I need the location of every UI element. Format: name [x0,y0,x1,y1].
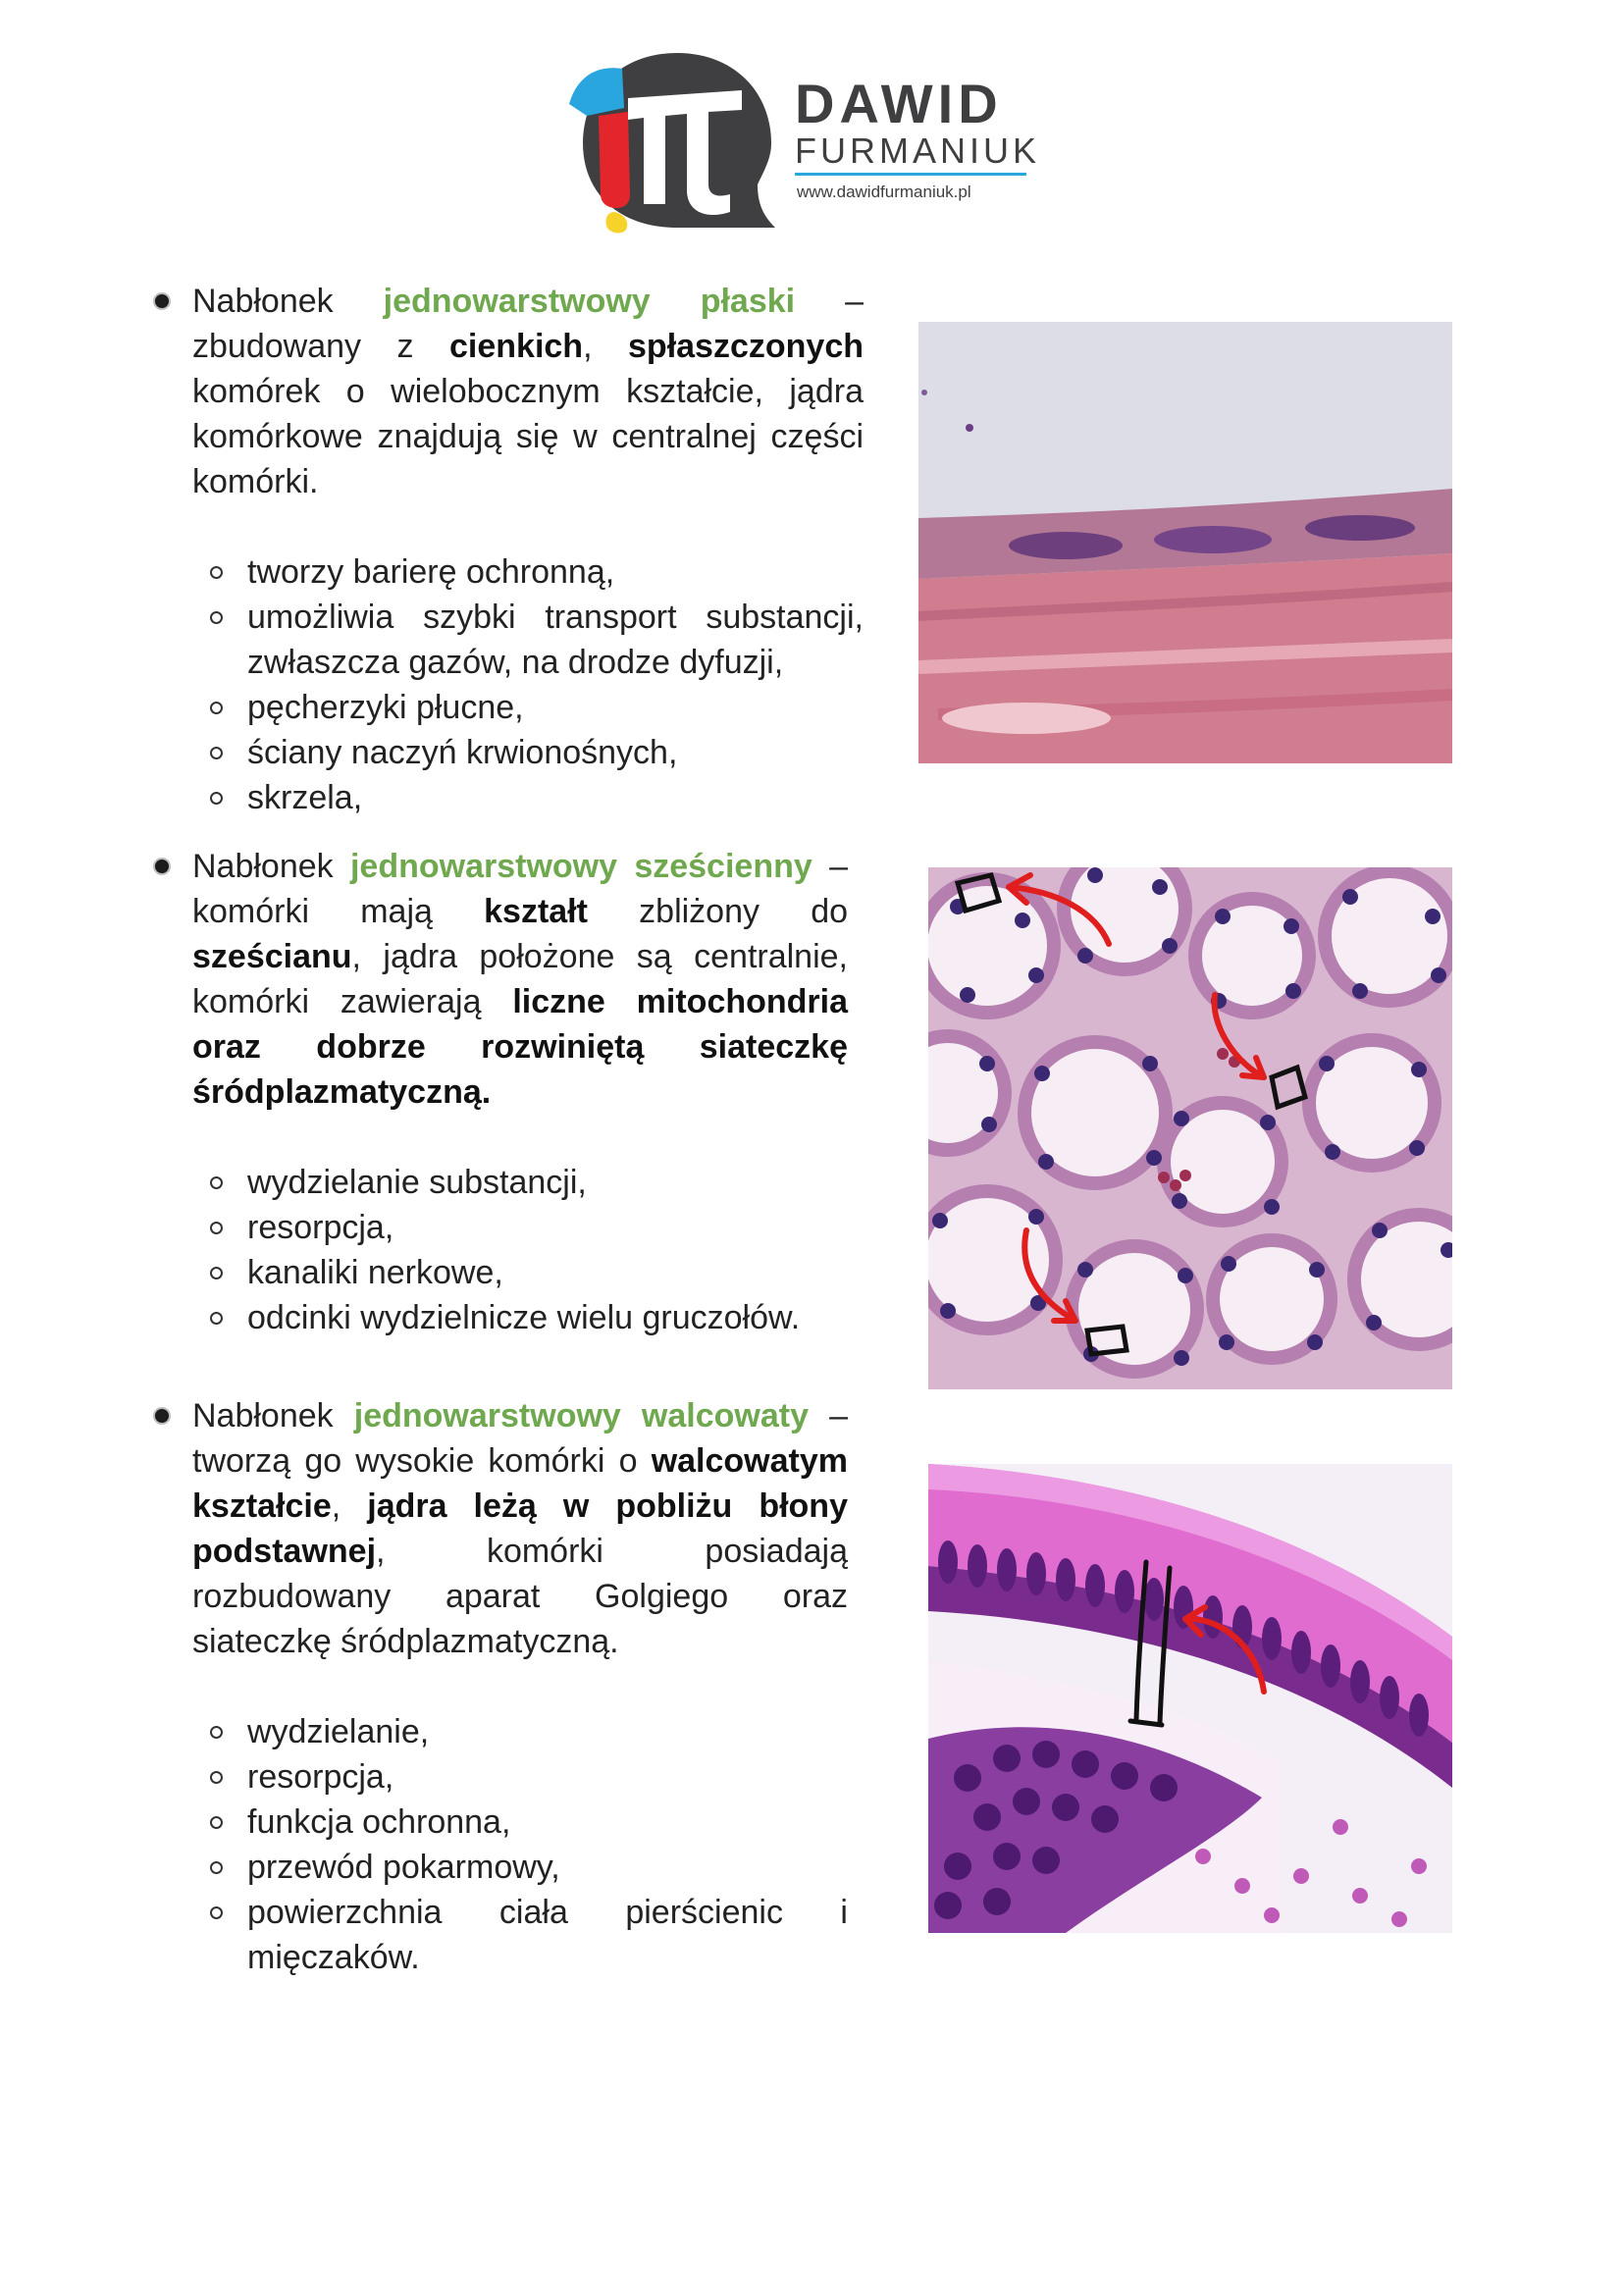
lead-intro: Nabłonek [192,848,350,885]
list-item-text: odcinki wydzielnicze wielu gruczołów. [247,1299,801,1336]
circle-bullet-icon [210,566,223,579]
epithelium-type: jednowarstwowy walcowaty [353,1397,809,1435]
list-item-text: wydzielanie, [247,1713,430,1750]
lead-bold: sześcianu [192,938,352,975]
circle-bullet-icon [210,1176,223,1189]
lead-text: – tworzą go wysokie komórki o [192,1397,848,1480]
epithelium-type: jednowarstwowy płaski [383,283,796,320]
pi-logo-icon [569,47,785,234]
lead-text: , komórki posiadają rozbudowany aparat Golgiego oraz siateczkę śródplazmatyczną. [192,1533,848,1660]
list-item [247,1250,848,1295]
list-item-text: resorpcja, [247,1758,394,1796]
section-lead-paragraph [147,844,848,1115]
lead-text: , [583,328,629,365]
lead-text: komórek o wielobocznym kształcie, jądra komórkowe znajdują się w centralnej części komórki. [192,373,864,500]
list-item-text: ściany naczyń krwionośnych, [247,734,678,771]
brand-divider [795,173,1026,176]
epithelium-type: jednowarstwowy sześcienny [349,848,812,885]
lead-bold: jądra leżą w pobliżu błony podstawnej [192,1487,848,1570]
lead-bold: liczne mitochondria oraz dobrze rozwiniętą siateczkę śródplazmatyczną. [192,983,849,1111]
circle-bullet-icon [210,1222,223,1234]
lead-intro: Nabłonek [192,283,384,320]
circle-bullet-icon [210,611,223,624]
circle-bullet-icon [210,792,223,805]
section-simple-squamous [147,279,864,820]
brand-url: www.dawidfurmaniuk.pl [797,183,971,201]
list-item [247,685,864,730]
circle-bullet-icon [210,1726,223,1739]
circle-bullet-icon [210,1312,223,1325]
list-item-text: resorpcja, [247,1209,394,1246]
list-item [247,1845,848,1890]
bullet-icon [155,860,169,873]
list-item [247,1295,848,1340]
section-simple-columnar [147,1393,848,1980]
list-item-text: kanaliki nerkowe, [247,1254,503,1291]
lead-intro: Nabłonek [192,1397,354,1435]
brand-logo [569,47,1040,234]
function-list [147,1709,848,1980]
circle-bullet-icon [210,747,223,759]
list-item-text: powierzchnia ciała pierścienic i mięczaków. [247,1894,848,1976]
list-item [247,549,864,595]
function-list [147,1160,848,1340]
circle-bullet-icon [210,702,223,714]
brand-name-last: FURMANIUK [795,130,1040,171]
list-item [247,1205,848,1250]
lead-bold: walcowatym kształcie [192,1442,848,1525]
list-item [247,775,864,820]
lead-text: – komórki mają [192,848,849,930]
micrograph-cuboidal-epithelium [928,867,1452,1389]
function-list [147,549,864,820]
list-item-text: przewód pokarmowy, [247,1849,560,1886]
micrograph-squamous-epithelium [918,322,1452,763]
list-item [247,730,864,775]
section-lead-paragraph [147,1393,848,1664]
list-item-text: wydzielanie substancji, [247,1164,587,1201]
lead-text: zbliżony do [587,893,849,930]
lead-bold: cienkich [449,328,584,365]
lead-text: , jądra położone są centralnie, komórki zawierają [192,938,848,1020]
list-item [247,595,864,685]
list-item-text: tworzy barierę ochronną, [247,553,615,591]
list-item [247,1160,848,1205]
lead-text: , [331,1487,368,1525]
section-lead-paragraph [147,279,864,504]
circle-bullet-icon [210,1906,223,1919]
micrograph-columnar-epithelium [928,1464,1452,1933]
circle-bullet-icon [210,1771,223,1784]
list-item [247,1754,848,1800]
circle-bullet-icon [210,1861,223,1874]
list-item-text: funkcja ochronna, [247,1803,511,1841]
bullet-icon [155,294,169,308]
list-item [247,1890,848,1980]
list-item [247,1709,848,1754]
list-item [247,1800,848,1845]
list-item-text: skrzela, [247,779,363,816]
circle-bullet-icon [210,1267,223,1279]
circle-bullet-icon [210,1816,223,1829]
lead-text: – zbudowany z [192,283,864,365]
list-item-text: pęcherzyki płucne, [247,689,524,726]
brand-name-first: DAWID [795,73,1003,134]
section-simple-cuboidal [147,844,848,1340]
list-item-text: umożliwia szybki transport substancji, zwłaszcza gazów, na drodze dyfuzji, [247,599,864,681]
bullet-icon [155,1409,169,1423]
lead-bold: spłaszczonych [628,328,864,365]
lead-bold: kształt [484,893,588,930]
